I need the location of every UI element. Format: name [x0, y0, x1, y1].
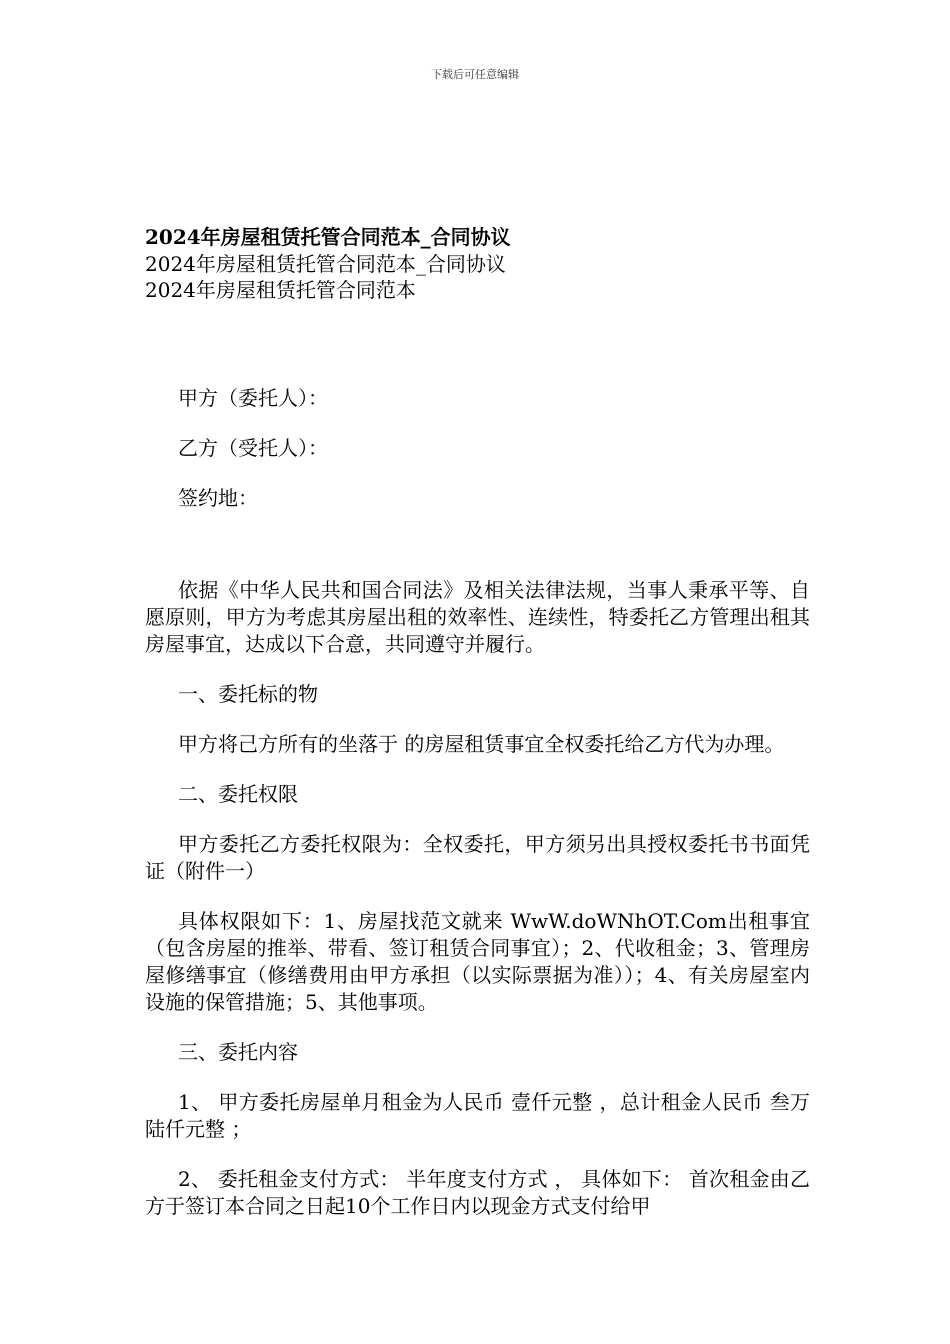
section-heading-content: 三、委托内容 [178, 1040, 298, 1064]
preamble-paragraph: 依据《中华人民共和国合同法》及相关法律法规，当事人秉承平等、自愿原则，甲方为考虑其房屋出租的效率性、连续性，特委托乙方管理出租其房屋事宜，达成以下合意，共同遵守并履行。 [145, 578, 810, 656]
document-body [145, 224, 810, 1243]
party-b-label: 乙方（受托人）： [178, 436, 328, 460]
payment-method-paragraph: 2、 委托租金支付方式： 半年度支付方式 ， 具体如下： 首次租金由乙方于签订本合同之日起10个工作日内以现金方式支付给甲 [145, 1167, 810, 1218]
section-heading-authority: 二、委托权限 [178, 782, 298, 806]
party-a-label: 甲方（委托人）： [178, 386, 328, 410]
signing-place-label: 签约地： [178, 486, 258, 510]
document-subtitle-short: 2024年房屋租赁托管合同范本 [145, 278, 416, 302]
authority-paragraph: 甲方委托乙方委托权限为：全权委托，甲方须另出具授权委托书书面凭证（附件一） [145, 832, 810, 883]
rent-amount-paragraph: 1、 甲方委托房屋单月租金为人民币 壹仟元整 ，总计租金人民币 叁万陆仟元整 ； [145, 1090, 810, 1141]
section-heading-subject: 一、委托标的物 [178, 682, 318, 706]
document-title: 2024年房屋租赁托管合同范本_合同协议 [145, 225, 511, 249]
authority-details-paragraph: 具体权限如下：1、房屋找范文就来 WwW.doWNhOT.Com出租事宜（包含房屋的推举、带看、签订租赁合同事宜）；2、代收租金；3、管理房屋修缮事宜（修缮费用由甲方承担（以实际票据为准））；4、有关房屋室内设施的保管措施；5、其他事项。 [145, 909, 810, 1014]
page-header-note: 下载后可任意编辑 [431, 68, 519, 81]
parties-section [145, 385, 810, 512]
subject-paragraph: 甲方将己方所有的坐落于 的房屋租赁事宜全权委托给乙方代为办理。 [178, 732, 785, 756]
document-subtitle: 2024年房屋租赁托管合同范本_合同协议 [145, 252, 506, 276]
